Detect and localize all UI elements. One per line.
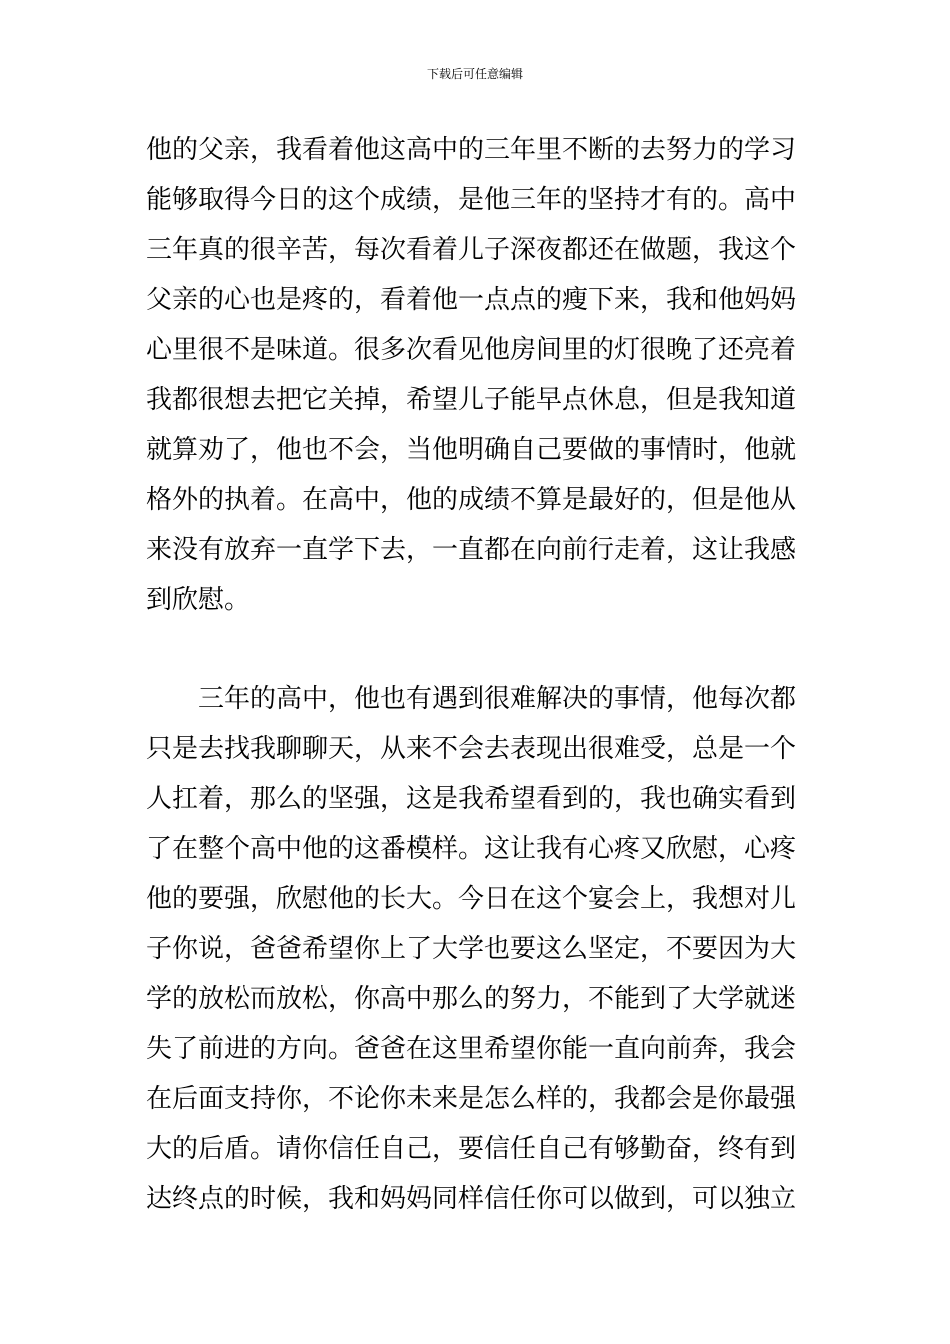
text-line: 在后面支持你，不论你未来是怎么样的，我都会是你最强 <box>146 1084 797 1114</box>
text-line: 了在整个高中他的这番模样。这让我有心疼又欣慰，心疼 <box>146 834 797 864</box>
text-line: 三年的高中，他也有遇到很难解决的事情，他每次都 <box>198 684 797 714</box>
text-line: 父亲的心也是疼的，看着他一点点的瘦下来，我和他妈妈 <box>146 285 797 315</box>
text-line: 只是去找我聊聊天，从来不会去表现出很难受，总是一个 <box>146 734 797 764</box>
text-line: 学的放松而放松，你高中那么的努力，不能到了大学就迷 <box>146 984 797 1014</box>
text-line: 到欣慰。 <box>146 585 251 615</box>
text-line: 就算劝了，他也不会，当他明确自己要做的事情时，他就 <box>146 435 797 465</box>
text-line: 来没有放弃一直学下去，一直都在向前行走着，这让我感 <box>146 535 797 565</box>
header-note: 下载后可任意编辑 <box>426 67 523 81</box>
text-line: 我都很想去把它关掉，希望儿子能早点休息，但是我知道 <box>146 385 797 415</box>
text-line: 格外的执着。在高中，他的成绩不算是最好的，但是他从 <box>146 485 797 515</box>
text-line: 大的后盾。请你信任自己，要信任自己有够勤奋，终有到 <box>146 1134 797 1164</box>
text-line: 心里很不是味道。很多次看见他房间里的灯很晚了还亮着 <box>146 335 797 365</box>
text-line: 失了前进的方向。爸爸在这里希望你能一直向前奔，我会 <box>146 1034 797 1064</box>
text-line: 达终点的时候，我和妈妈同样信任你可以做到，可以独立 <box>146 1184 797 1214</box>
text-line: 子你说，爸爸希望你上了大学也要这么坚定，不要因为大 <box>146 934 797 964</box>
text-line: 能够取得今日的这个成绩，是他三年的坚持才有的。高中 <box>146 185 797 215</box>
text-line: 三年真的很辛苦，每次看着儿子深夜都还在做题，我这个 <box>146 235 797 265</box>
text-line: 人扛着，那么的坚强，这是我希望看到的，我也确实看到 <box>146 784 797 814</box>
text-line: 他的父亲，我看着他这高中的三年里不断的去努力的学习 <box>146 135 797 165</box>
text-line: 他的要强，欣慰他的长大。今日在这个宴会上，我想对儿 <box>146 884 797 914</box>
